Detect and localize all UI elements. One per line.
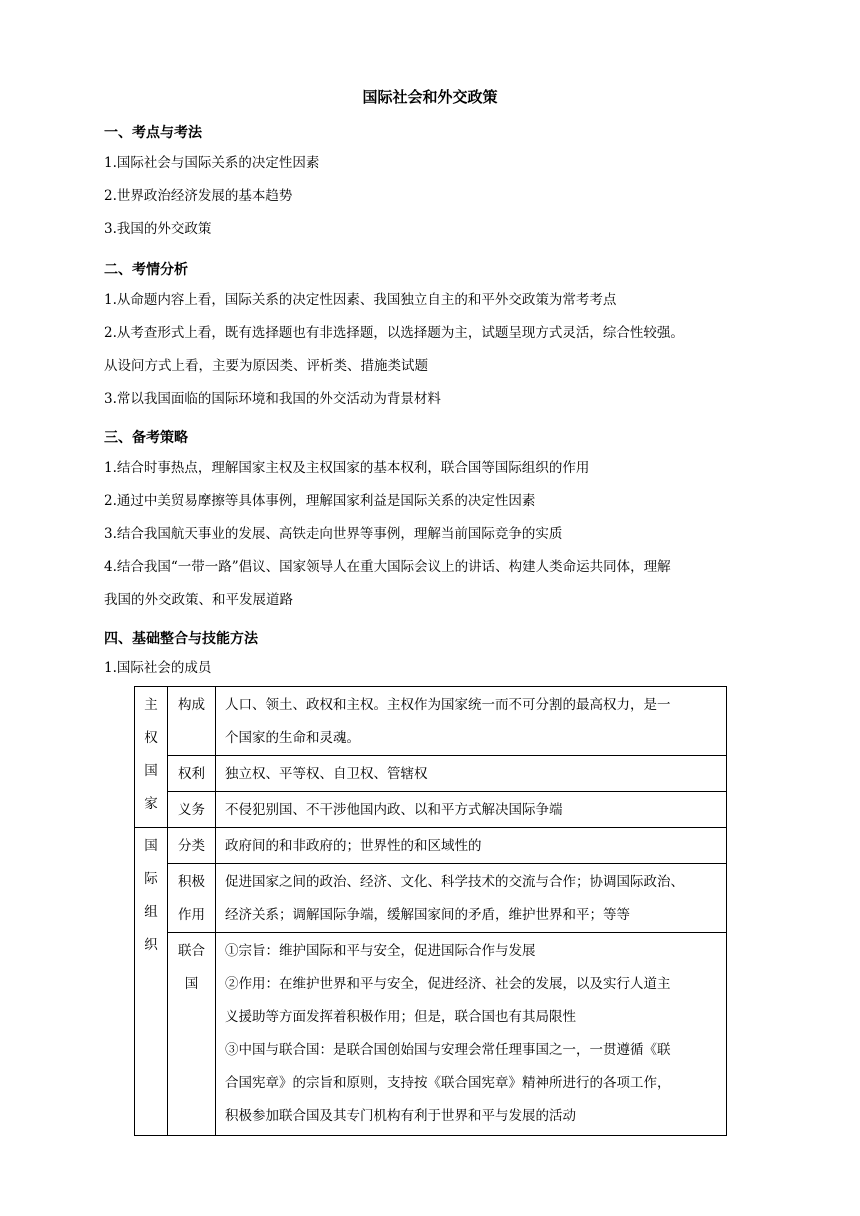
table-row (135, 756, 727, 792)
list-item-continued: 从设问方式上看，主要为原因类、评析类、措施类试题 (104, 358, 428, 374)
list-item: 1.国际社会与国际关系的决定性因素 (104, 155, 320, 171)
list-item: 3.常以我国面临的国际环境和我国的外交活动为背景材料 (104, 391, 441, 407)
list-item: 4.结合我国“一带一路”倡议、国家领导人在重大国际会议上的讲话、构建人类命运共同体，理解 (104, 559, 671, 575)
list-item-continued: 我国的外交政策、和平发展道路 (104, 592, 293, 608)
group-label-international-organization: 国 际 组 织 (135, 828, 168, 1136)
list-item: 1.结合时事热点，理解国家主权及主权国家的基本权利，联合国等国际组织的作用 (104, 460, 590, 476)
row-label: 分类 (168, 828, 216, 864)
row-content: 政府间的和非政府的；世界性的和区域性的 (216, 828, 727, 864)
page-title: 国际社会和外交政策 (362, 88, 498, 106)
international-society-table (134, 686, 727, 1136)
row-label: 联合 国 (168, 933, 216, 1136)
list-item: 2.从考查形式上看，既有选择题也有非选择题，以选择题为主，试题呈现方式灵活，综合性较强。 (104, 325, 684, 341)
row-content: ①宗旨：维护国际和平与安全，促进国际合作与发展 ②作用：在维护世界和平与安全，促进经济、社会的发展，以及实行人道主 义援助等方面发挥着积极作用；但是，联合国也有其局限性 ③中国与联合国：是联合国创始国与安理会常任理事国之一，一贯遵循《联 合国宪章》的宗旨和原则，支持按《联合国宪章》精神所进行的各项工作， 积极参加联合国及其专门机构有利于世界和平与发展的活动 (216, 933, 727, 1136)
row-content: 人口、领土、政权和主权。主权作为国家统一而不可分割的最高权力，是一 个国家的生命和灵魂。 (216, 687, 727, 756)
list-item: 2.世界政治经济发展的基本趋势 (104, 188, 293, 204)
table-row (135, 687, 727, 756)
section1-heading: 一、考点与考法 (104, 125, 202, 141)
row-label: 积极 作用 (168, 864, 216, 933)
section3-heading: 三、备考策略 (104, 430, 188, 446)
list-item: 3.结合我国航天事业的发展、高铁走向世界等事例，理解当前国际竞争的实质 (104, 526, 563, 542)
list-item: 1.从命题内容上看，国际关系的决定性因素、我国独立自主的和平外交政策为常考考点 (104, 292, 617, 308)
group-label-sovereign-state: 主 权 国 家 (135, 687, 168, 828)
section2-heading: 二、考情分析 (104, 262, 188, 278)
section3-list (104, 452, 764, 617)
row-label: 权利 (168, 756, 216, 792)
table-row (135, 792, 727, 828)
list-item: 2.通过中美贸易摩擦等具体事例，理解国家利益是国际关系的决定性因素 (104, 493, 536, 509)
row-label: 构成 (168, 687, 216, 756)
row-content: 独立权、平等权、自卫权、管辖权 (216, 756, 727, 792)
row-label: 义务 (168, 792, 216, 828)
section4-heading: 四、基础整合与技能方法 (104, 631, 258, 647)
table-row (135, 933, 727, 1136)
table-row (135, 864, 727, 933)
table-row (135, 828, 727, 864)
section4-subheading: 1.国际社会的成员 (104, 660, 212, 676)
row-content: 促进国家之间的政治、经济、文化、科学技术的交流与合作；协调国际政治、 经济关系；调解国际争端，缓解国家间的矛盾，维护世界和平；等等 (216, 864, 727, 933)
section2-list (104, 284, 764, 416)
section1-list (104, 147, 764, 246)
row-content: 不侵犯别国、不干涉他国内政、以和平方式解决国际争端 (216, 792, 727, 828)
list-item: 3.我国的外交政策 (104, 221, 212, 237)
